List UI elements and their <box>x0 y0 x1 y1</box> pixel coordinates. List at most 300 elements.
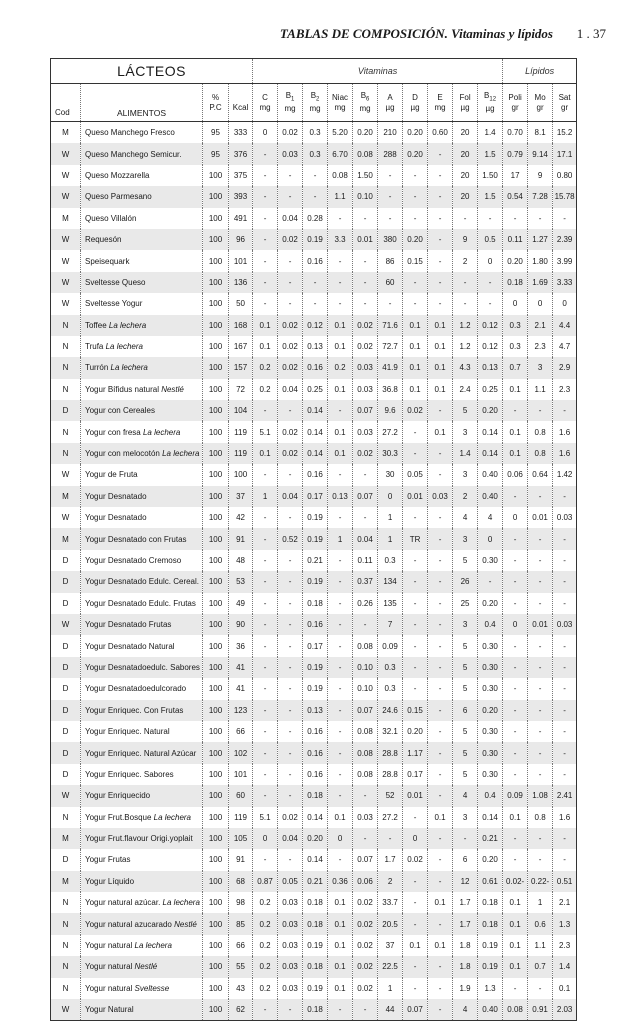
cell-fol: 4 <box>453 507 478 528</box>
food-brand: La lechera <box>142 427 181 437</box>
cell-cod: W <box>51 293 81 314</box>
column-header-kcal <box>229 84 253 122</box>
cell-fol: 6 <box>453 700 478 721</box>
cell-poli: 0.1 <box>503 379 528 400</box>
cell-fol: 1.7 <box>453 913 478 934</box>
food-name: Yogur natural <box>85 962 135 972</box>
cell-d: 0.1 <box>403 315 428 336</box>
cell-fol: 9 <box>453 229 478 250</box>
cell-b2: 0.19 <box>303 978 328 999</box>
cell-e: - <box>428 550 453 571</box>
cell-food-name <box>81 807 203 828</box>
cell-kcal: 100 <box>229 464 253 485</box>
cell-a: 28.8 <box>378 742 403 763</box>
food-name: Sveltesse Queso <box>85 277 146 287</box>
cell-sat: - <box>553 721 577 742</box>
cell-niac: 0.1 <box>328 978 353 999</box>
food-brand: Sveltesse <box>134 983 170 993</box>
cell-b1: 0.04 <box>278 379 303 400</box>
cell-d: - <box>403 165 428 186</box>
cell-e: - <box>428 978 453 999</box>
cell-e: 0.1 <box>428 892 453 913</box>
cell-niac: - <box>328 272 353 293</box>
cell-pc: 100 <box>203 635 229 656</box>
cell-mo: - <box>528 721 553 742</box>
cell-c: - <box>253 208 278 229</box>
cell-pc: 100 <box>203 293 229 314</box>
cell-niac: - <box>328 999 353 1021</box>
cell-food-name <box>81 528 203 549</box>
cell-b6: - <box>353 272 378 293</box>
cell-sat: - <box>553 700 577 721</box>
cell-food-name <box>81 956 203 977</box>
table-row <box>51 978 577 999</box>
food-brand: La lechera <box>162 449 200 459</box>
cell-cod: D <box>51 635 81 656</box>
cell-kcal: 41 <box>229 678 253 699</box>
cell-food-name <box>81 550 203 571</box>
cell-mo: 1.80 <box>528 250 553 271</box>
cell-c: 0.2 <box>253 935 278 956</box>
cell-pc: 100 <box>203 807 229 828</box>
cell-pc: 100 <box>203 357 229 378</box>
cell-poli: 0.1 <box>503 807 528 828</box>
cell-cod: M <box>51 828 81 849</box>
cell-b6: - <box>353 785 378 806</box>
cell-b1: 0.04 <box>278 486 303 507</box>
cell-fol: 5 <box>453 721 478 742</box>
food-name: Yogur Enriquec. Natural Azúcar <box>85 748 197 758</box>
cell-pc: 100 <box>203 721 229 742</box>
cell-b2: 0.21 <box>303 871 328 892</box>
cell-c: 0.1 <box>253 315 278 336</box>
cell-c: - <box>253 742 278 763</box>
cell-sat: 15.2 <box>553 122 577 144</box>
cell-c: 0.2 <box>253 913 278 934</box>
cell-d: 0.05 <box>403 464 428 485</box>
food-name: Queso Mozzarella <box>85 170 150 180</box>
cell-poli: 0.3 <box>503 315 528 336</box>
cell-kcal: 376 <box>229 143 253 164</box>
cell-niac: - <box>328 721 353 742</box>
cell-food-name <box>81 379 203 400</box>
cell-a: 22.5 <box>378 956 403 977</box>
column-header-mo <box>528 84 553 122</box>
column-header-top: B <box>285 90 292 100</box>
cell-e: - <box>428 208 453 229</box>
cell-niac: 0.1 <box>328 913 353 934</box>
cell-pc: 100 <box>203 165 229 186</box>
cell-b1: - <box>278 721 303 742</box>
cell-b6: - <box>353 293 378 314</box>
cell-b6: 0.10 <box>353 657 378 678</box>
cell-niac: 1.1 <box>328 186 353 207</box>
cell-b2: 0.12 <box>303 315 328 336</box>
cell-b1: - <box>278 764 303 785</box>
cell-pc: 95 <box>203 143 229 164</box>
cell-e: - <box>428 721 453 742</box>
cell-c: 0.2 <box>253 357 278 378</box>
food-brand: Nestlé <box>174 919 197 929</box>
cell-pc: 100 <box>203 336 229 357</box>
cell-sat: 1.42 <box>553 464 577 485</box>
cell-food-name <box>81 357 203 378</box>
cell-sat: 2.41 <box>553 785 577 806</box>
cell-kcal: 375 <box>229 165 253 186</box>
cell-b6: 0.07 <box>353 400 378 421</box>
cell-kcal: 37 <box>229 486 253 507</box>
cell-d: - <box>403 550 428 571</box>
cell-c: - <box>253 165 278 186</box>
cell-b2: 0.14 <box>303 400 328 421</box>
cell-niac: - <box>328 571 353 592</box>
cell-fol: 20 <box>453 143 478 164</box>
cell-a: 86 <box>378 250 403 271</box>
cell-pc: 100 <box>203 379 229 400</box>
cell-food-name <box>81 272 203 293</box>
cell-poli: 0.70 <box>503 122 528 144</box>
food-name: Yogur Enriquec. Natural <box>85 727 170 737</box>
cell-b2: 0.19 <box>303 507 328 528</box>
cell-poli: - <box>503 550 528 571</box>
cell-b12: 1.5 <box>478 186 503 207</box>
table-row <box>51 635 577 656</box>
cell-kcal: 72 <box>229 379 253 400</box>
cell-b2: 0.19 <box>303 528 328 549</box>
cell-b12: 1.4 <box>478 122 503 144</box>
column-header-unit: µg <box>485 104 495 114</box>
cell-b1: - <box>278 593 303 614</box>
cell-a: 33.7 <box>378 892 403 913</box>
cell-c: - <box>253 400 278 421</box>
table-row <box>51 421 577 442</box>
cell-cod: W <box>51 785 81 806</box>
column-header-cod <box>51 84 81 122</box>
cell-niac: 5.20 <box>328 122 353 144</box>
table-row <box>51 657 577 678</box>
cell-b6: 0.03 <box>353 379 378 400</box>
cell-kcal: 101 <box>229 250 253 271</box>
column-header-top: C <box>262 92 268 102</box>
cell-poli: - <box>503 528 528 549</box>
cell-c: 0.1 <box>253 336 278 357</box>
cell-b1: - <box>278 165 303 186</box>
cell-c: - <box>253 849 278 870</box>
cell-d: 0.15 <box>403 250 428 271</box>
cell-sat: 2.3 <box>553 379 577 400</box>
cell-mo: 0.22- <box>528 871 553 892</box>
table-row <box>51 742 577 763</box>
cell-b1: - <box>278 507 303 528</box>
cell-kcal: 62 <box>229 999 253 1021</box>
cell-sat: 0.03 <box>553 507 577 528</box>
cell-niac: - <box>328 507 353 528</box>
cell-sat: 17.1 <box>553 143 577 164</box>
cell-b12: 0 <box>478 250 503 271</box>
table-row <box>51 486 577 507</box>
cell-b6: 0.07 <box>353 700 378 721</box>
cell-poli: 17 <box>503 165 528 186</box>
cell-e: 0.1 <box>428 379 453 400</box>
cell-a: 20.5 <box>378 913 403 934</box>
cell-mo: 0.7 <box>528 956 553 977</box>
cell-d: - <box>403 635 428 656</box>
cell-sat: - <box>553 486 577 507</box>
cell-fol: - <box>453 828 478 849</box>
cell-food-name <box>81 700 203 721</box>
column-header-unit: gr <box>511 102 519 112</box>
cell-cod: N <box>51 956 81 977</box>
cell-kcal: 53 <box>229 571 253 592</box>
cell-mo: - <box>528 978 553 999</box>
group-header-row <box>51 59 577 84</box>
cell-d: - <box>403 272 428 293</box>
cell-b6: 0.03 <box>353 357 378 378</box>
cell-c: 0.1 <box>253 443 278 464</box>
food-name: Yogur Desnatado Natural <box>85 641 175 651</box>
cell-b1: 0.02 <box>278 229 303 250</box>
cell-b2: 0.13 <box>303 336 328 357</box>
table-row <box>51 272 577 293</box>
cell-e: - <box>428 464 453 485</box>
cell-niac: 0.1 <box>328 956 353 977</box>
cell-sat: 0 <box>553 293 577 314</box>
cell-b2: - <box>303 186 328 207</box>
cell-c: - <box>253 614 278 635</box>
cell-b12: - <box>478 293 503 314</box>
cell-b12: 0.5 <box>478 229 503 250</box>
cell-pc: 100 <box>203 593 229 614</box>
column-header-subscript: 2 <box>316 96 320 103</box>
cell-mo: 9.14 <box>528 143 553 164</box>
cell-b1: 0.03 <box>278 935 303 956</box>
cell-sat: - <box>553 764 577 785</box>
cell-b6: 0.01 <box>353 229 378 250</box>
cell-sat: - <box>553 571 577 592</box>
cell-cod: D <box>51 657 81 678</box>
table-row <box>51 571 577 592</box>
food-name: Yogur Natural <box>85 1005 134 1015</box>
cell-food-name <box>81 336 203 357</box>
cell-food-name <box>81 849 203 870</box>
cell-e: - <box>428 400 453 421</box>
cell-poli: 0.1 <box>503 935 528 956</box>
cell-mo: - <box>528 593 553 614</box>
cell-sat: 2.39 <box>553 229 577 250</box>
cell-cod: D <box>51 721 81 742</box>
cell-a: - <box>378 293 403 314</box>
cell-b6: - <box>353 250 378 271</box>
cell-d: 0.20 <box>403 721 428 742</box>
cell-e: 0.1 <box>428 336 453 357</box>
cell-b12: 1.5 <box>478 143 503 164</box>
cell-pc: 100 <box>203 571 229 592</box>
cell-a: 134 <box>378 571 403 592</box>
cell-b6: 0.02 <box>353 913 378 934</box>
cell-e: 0.1 <box>428 935 453 956</box>
cell-e: - <box>428 143 453 164</box>
cell-b12: 0.30 <box>478 635 503 656</box>
cell-cod: D <box>51 593 81 614</box>
cell-niac: 0.1 <box>328 315 353 336</box>
cell-poli: - <box>503 978 528 999</box>
cell-pc: 100 <box>203 486 229 507</box>
cell-poli: - <box>503 208 528 229</box>
cell-pc: 100 <box>203 849 229 870</box>
cell-cod: M <box>51 208 81 229</box>
table-row <box>51 143 577 164</box>
cell-e: - <box>428 272 453 293</box>
cell-c: 0 <box>253 122 278 144</box>
cell-a: 60 <box>378 272 403 293</box>
column-header-top: Sat <box>558 92 571 102</box>
cell-b1: 0.52 <box>278 528 303 549</box>
cell-e: - <box>428 165 453 186</box>
cell-fol: 3 <box>453 807 478 828</box>
cell-b1: 0.02 <box>278 315 303 336</box>
food-name: Yogur Desnatadoedulcorado <box>85 684 187 694</box>
cell-cod: D <box>51 571 81 592</box>
cell-cod: N <box>51 913 81 934</box>
cell-b6: 0.37 <box>353 571 378 592</box>
cell-b1: - <box>278 700 303 721</box>
cell-pc: 100 <box>203 464 229 485</box>
cell-b12: 0.20 <box>478 849 503 870</box>
cell-d: 0.1 <box>403 336 428 357</box>
cell-b2: 0.16 <box>303 614 328 635</box>
cell-b12: 1.50 <box>478 165 503 186</box>
column-header-b2 <box>303 84 328 122</box>
cell-b12: 0.14 <box>478 421 503 442</box>
cell-kcal: 102 <box>229 742 253 763</box>
cell-kcal: 119 <box>229 443 253 464</box>
cell-d: - <box>403 507 428 528</box>
cell-kcal: 48 <box>229 550 253 571</box>
cell-b6: 0.20 <box>353 122 378 144</box>
cell-fol: 1.8 <box>453 935 478 956</box>
column-header-c <box>253 84 278 122</box>
cell-b1: - <box>278 678 303 699</box>
cell-kcal: 167 <box>229 336 253 357</box>
cell-b12: 0.18 <box>478 892 503 913</box>
cell-cod: D <box>51 550 81 571</box>
cell-a: 380 <box>378 229 403 250</box>
cell-kcal: 43 <box>229 978 253 999</box>
column-header-b1 <box>278 84 303 122</box>
table-row <box>51 208 577 229</box>
cell-fol: 2.4 <box>453 379 478 400</box>
cell-c: - <box>253 250 278 271</box>
cell-d: 0.01 <box>403 785 428 806</box>
cell-cod: W <box>51 999 81 1021</box>
cell-kcal: 66 <box>229 721 253 742</box>
cell-b6: - <box>353 614 378 635</box>
cell-d: - <box>403 678 428 699</box>
cell-e: - <box>428 571 453 592</box>
cell-niac: - <box>328 593 353 614</box>
cell-poli: 0.09 <box>503 785 528 806</box>
cell-food-name <box>81 657 203 678</box>
cell-mo: 1.1 <box>528 379 553 400</box>
column-header-subscript: 1 <box>291 96 295 103</box>
cell-poli: 0 <box>503 614 528 635</box>
column-header-top: D <box>412 92 418 102</box>
cell-b12: 0 <box>478 528 503 549</box>
cell-poli: 0.7 <box>503 357 528 378</box>
cell-fol: - <box>453 208 478 229</box>
cell-d: - <box>403 913 428 934</box>
cell-b12: 0.21 <box>478 828 503 849</box>
cell-e: - <box>428 913 453 934</box>
cell-food-name <box>81 614 203 635</box>
cell-e: - <box>428 507 453 528</box>
table-body <box>51 122 577 1021</box>
cell-d: 0.01 <box>403 486 428 507</box>
cell-b1: 0.02 <box>278 336 303 357</box>
cell-food-name <box>81 678 203 699</box>
cell-pc: 100 <box>203 400 229 421</box>
cell-mo: 1.08 <box>528 785 553 806</box>
cell-d: - <box>403 293 428 314</box>
cell-b6: 0.10 <box>353 678 378 699</box>
cell-sat: 15.78 <box>553 186 577 207</box>
cell-a: 0 <box>378 486 403 507</box>
cell-a: 37 <box>378 935 403 956</box>
cell-food-name <box>81 443 203 464</box>
cell-food-name <box>81 742 203 763</box>
table-row <box>51 528 577 549</box>
cell-b6: 0.02 <box>353 336 378 357</box>
cell-cod: N <box>51 807 81 828</box>
cell-a: 210 <box>378 122 403 144</box>
cell-mo: - <box>528 528 553 549</box>
cell-niac: 0.1 <box>328 421 353 442</box>
cell-niac: 0.1 <box>328 807 353 828</box>
cell-a: 7 <box>378 614 403 635</box>
column-header-ali <box>81 84 203 122</box>
column-header-a <box>378 84 403 122</box>
cell-niac: 6.70 <box>328 143 353 164</box>
cell-food-name <box>81 464 203 485</box>
cell-food-name <box>81 250 203 271</box>
cell-b1: 0.03 <box>278 978 303 999</box>
table-row <box>51 122 577 144</box>
cell-c: - <box>253 143 278 164</box>
cell-b6: 0.02 <box>353 935 378 956</box>
vitaminas-group-label: Vitaminas <box>253 59 503 84</box>
cell-d: 1.17 <box>403 742 428 763</box>
cell-food-name <box>81 913 203 934</box>
cell-cod: N <box>51 336 81 357</box>
cell-d: 0.1 <box>403 935 428 956</box>
cell-b1: - <box>278 250 303 271</box>
food-name: Yogur con fresa <box>85 427 143 437</box>
cell-d: - <box>403 571 428 592</box>
cell-e: - <box>428 700 453 721</box>
cell-c: - <box>253 229 278 250</box>
cell-poli: - <box>503 700 528 721</box>
cell-cod: D <box>51 678 81 699</box>
table-row <box>51 550 577 571</box>
cell-e: - <box>428 614 453 635</box>
cell-cod: M <box>51 528 81 549</box>
cell-a: 44 <box>378 999 403 1021</box>
cell-a: 288 <box>378 143 403 164</box>
cell-b2: 0.18 <box>303 913 328 934</box>
cell-e: - <box>428 657 453 678</box>
cell-b6: 0.08 <box>353 721 378 742</box>
cell-sat: 3.33 <box>553 272 577 293</box>
